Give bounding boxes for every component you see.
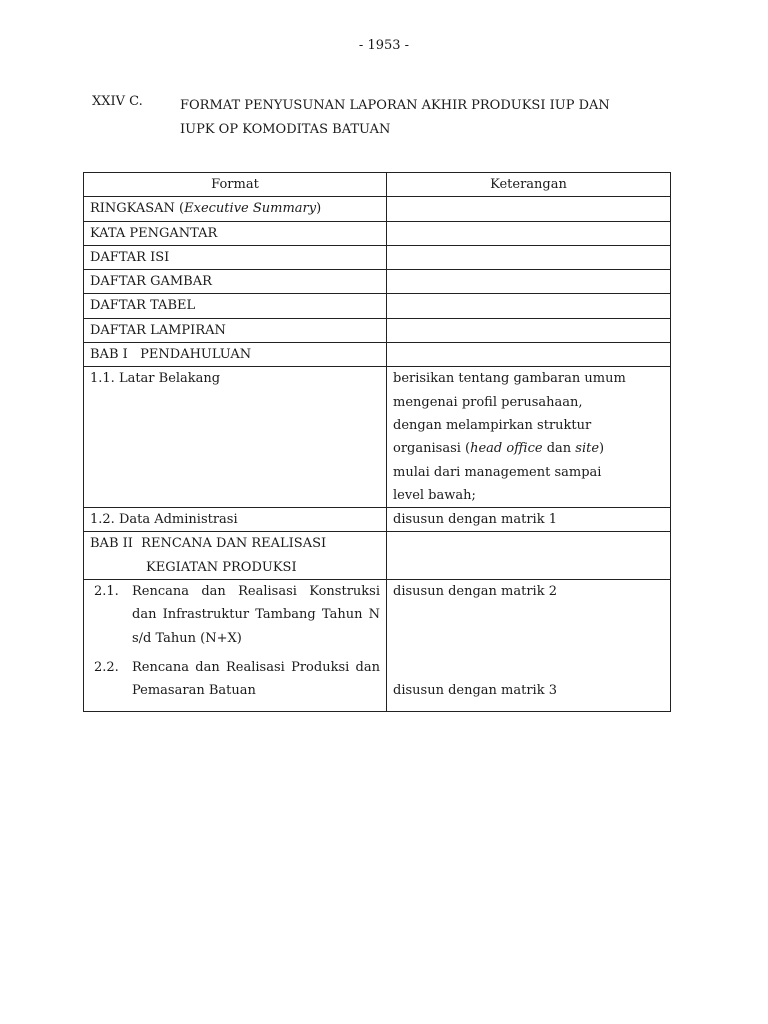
format-table: [83, 172, 671, 712]
table-row: [84, 532, 671, 580]
header-keterangan: Keterangan: [387, 173, 671, 197]
table-row: [84, 508, 671, 532]
row-bab-2: BAB II RENCANA DAN REALISASI KEGIATAN PRODUKSI: [84, 532, 387, 580]
row-bab-2-items: [84, 580, 387, 711]
item-2-1: 2.1. Rencana dan Realisasi Konstruksi dan Infrastruktur Tambang Tahun N s/d Tahun (N+X): [94, 584, 380, 646]
table-row: [84, 294, 671, 318]
section-title: [180, 94, 680, 142]
table-row: [84, 221, 671, 245]
page-number: - 1953 -: [358, 38, 410, 53]
row-data-administrasi: 1.2. Data Administrasi: [84, 508, 387, 532]
latar-belakang-desc: berisikan tentang gambaran umum mengenai profil perusahaan, dengan melampirkan struktur organisasi (head office dan site) mulai dari management sampai level bawah;: [387, 367, 671, 508]
table-header-row: [84, 173, 671, 197]
section-title-line-2: IUPK OP KOMODITAS BATUAN: [180, 122, 391, 137]
section-title-line-1: FORMAT PENYUSUNAN LAPORAN AKHIR PRODUKSI IUP DAN: [180, 98, 610, 113]
table-row: [84, 245, 671, 269]
row-daftar-tabel: DAFTAR TABEL: [84, 294, 387, 318]
table-row: [84, 580, 671, 711]
table-row: [84, 367, 671, 508]
row-daftar-isi: DAFTAR ISI: [84, 245, 387, 269]
row-daftar-gambar: DAFTAR GAMBAR: [84, 270, 387, 294]
bab-2-items-desc: disusun dengan matrik 2 disusun dengan matrik 3: [387, 580, 671, 711]
row-latar-belakang: 1.1. Latar Belakang: [84, 367, 387, 508]
table-row: [84, 343, 671, 367]
table-row: [84, 197, 671, 221]
row-bab-1: BAB I PENDAHULUAN: [84, 343, 387, 367]
row-ringkasan: RINGKASAN (Executive Summary): [84, 197, 387, 221]
section-code: XXIV C.: [92, 94, 143, 109]
table-row: [84, 318, 671, 342]
row-kata-pengantar: KATA PENGANTAR: [84, 221, 387, 245]
table-row: [84, 270, 671, 294]
data-administrasi-desc: disusun dengan matrik 1: [387, 508, 671, 532]
header-format: Format: [84, 173, 387, 197]
row-daftar-lampiran: DAFTAR LAMPIRAN: [84, 318, 387, 342]
item-2-2: 2.2. Rencana dan Realisasi Produksi dan Pemasaran Batuan: [94, 659, 380, 699]
